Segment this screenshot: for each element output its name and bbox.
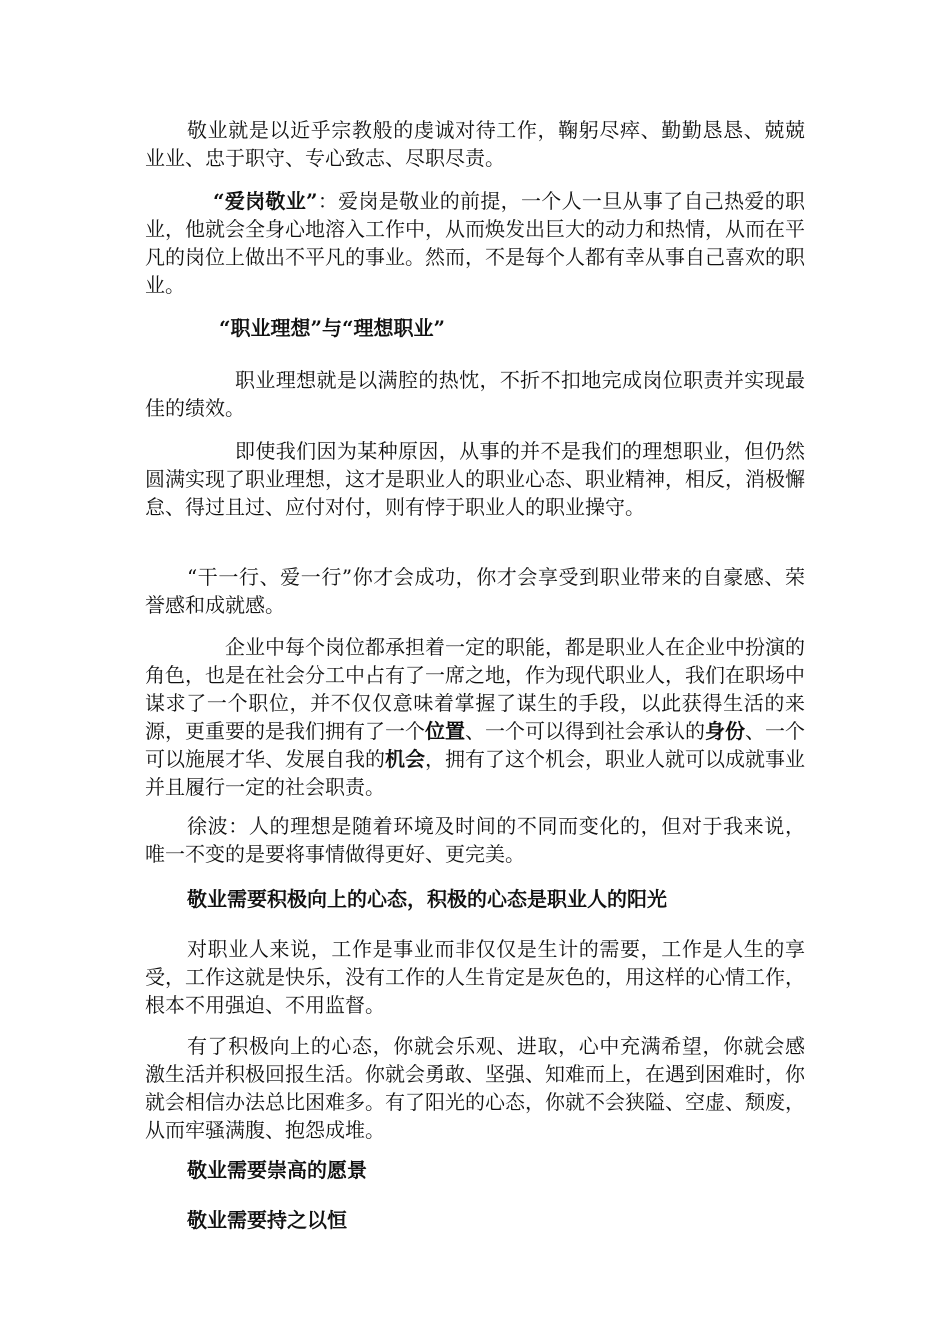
paragraph-text: 、一个可以得到社会承认的 bbox=[465, 719, 705, 743]
section-heading-lofty-vision: 敬业需要崇高的愿景 bbox=[187, 1158, 367, 1182]
paragraph-text: 徐波：人的理想是随着环境及时间的不同而变化的，但对于我来说，唯一不变的是要将事情做得更好、更完美。 bbox=[145, 814, 805, 866]
paragraph-text: “干一行、爱一行”你才会成功，你才会享受到职业带来的自豪感、荣誉感和成就感。 bbox=[145, 565, 805, 617]
paragraph-text: 即使我们因为某种原因，从事的并不是我们的理想职业，但仍然圆满实现了职业理想，这才是职业人的职业心态、职业精神，相反，消极懈怠、得过且过、应付对付，则有悖于职业人的职业操守。 bbox=[145, 439, 805, 519]
section-heading-positive-attitude: 敬业需要积极向上的心态，积极的心态是职业人的阳光 bbox=[187, 887, 667, 911]
paragraph-text: 敬业就是以近乎宗教般的虔诚对待工作，鞠躬尽瘁、勤勤恳恳、兢兢业业、忠于职守、专心致志、尽职尽责。 bbox=[145, 118, 805, 170]
paragraph-text: 职业理想就是以满腔的热忱，不折不扣地完成岗位职责并实现最佳的绩效。 bbox=[145, 368, 805, 420]
paragraph-role-in-enterprise bbox=[145, 633, 805, 801]
bold-term: 位置 bbox=[425, 719, 465, 743]
bold-term: 身份 bbox=[705, 719, 745, 743]
paragraph-positive-mindset bbox=[145, 1032, 805, 1144]
paragraph-text: 对职业人来说，工作是事业而非仅仅是生计的需要，工作是人生的享受，工作这就是快乐，没有工作的人生肯定是灰色的，用这样的心情工作，根本不用强迫、不用监督。 bbox=[145, 937, 805, 1017]
paragraph-xu-bo-quote bbox=[145, 812, 805, 868]
bold-term: “爱岗敬业” bbox=[213, 189, 318, 213]
bold-term: 机会 bbox=[385, 747, 425, 771]
paragraph-text: 企业中每个岗位都承担着一定的职能，都是职业人在企业中扮演的角色，也是在社会分工中占有了一席之地，作为现代职业人，我们在职场中谋求了一个职位，并不仅仅意味着掌握了谋生的手段，以此获得生活的来源，更重要的是我们拥有了一个 bbox=[145, 635, 805, 743]
paragraph-ideal-realized bbox=[145, 437, 805, 521]
paragraph-text: ，拥有了这个机会，职业人就可以成就事业并且履行一定的社会职责。 bbox=[145, 747, 805, 799]
paragraph-work-is-career bbox=[145, 935, 805, 1019]
section-heading-career-ideal: “职业理想”与“理想职业” bbox=[219, 316, 446, 340]
paragraph-text: ：爱岗是敬业的前提，一个人一旦从事了自己热爱的职业，他就会全身心地溶入工作中，从而焕发出巨大的动力和热情，从而在平凡的岗位上做出不平凡的事业。然而，不是每个人都有幸从事自己喜欢的职业。 bbox=[145, 189, 805, 297]
section-heading-perseverance: 敬业需要持之以恒 bbox=[187, 1208, 347, 1232]
paragraph-text: 有了积极向上的心态，你就会乐观、进取，心中充满希望，你就会感激生活并积极回报生活。你就会勇敢、坚强、知难而上，在遇到困难时，你就会相信办法总比困难多。有了阳光的心态，你就不会狭隘、空虚、颓废，从而牢骚满腹、抱怨成堆。 bbox=[145, 1034, 805, 1142]
paragraph-love-what-you-do bbox=[145, 563, 805, 619]
paragraph-dedication-definition bbox=[145, 116, 805, 172]
paragraph-text: 、一个可以施展才华、发展自我的 bbox=[145, 719, 805, 771]
paragraph-career-ideal bbox=[145, 366, 805, 422]
paragraph-love-job bbox=[145, 187, 805, 299]
